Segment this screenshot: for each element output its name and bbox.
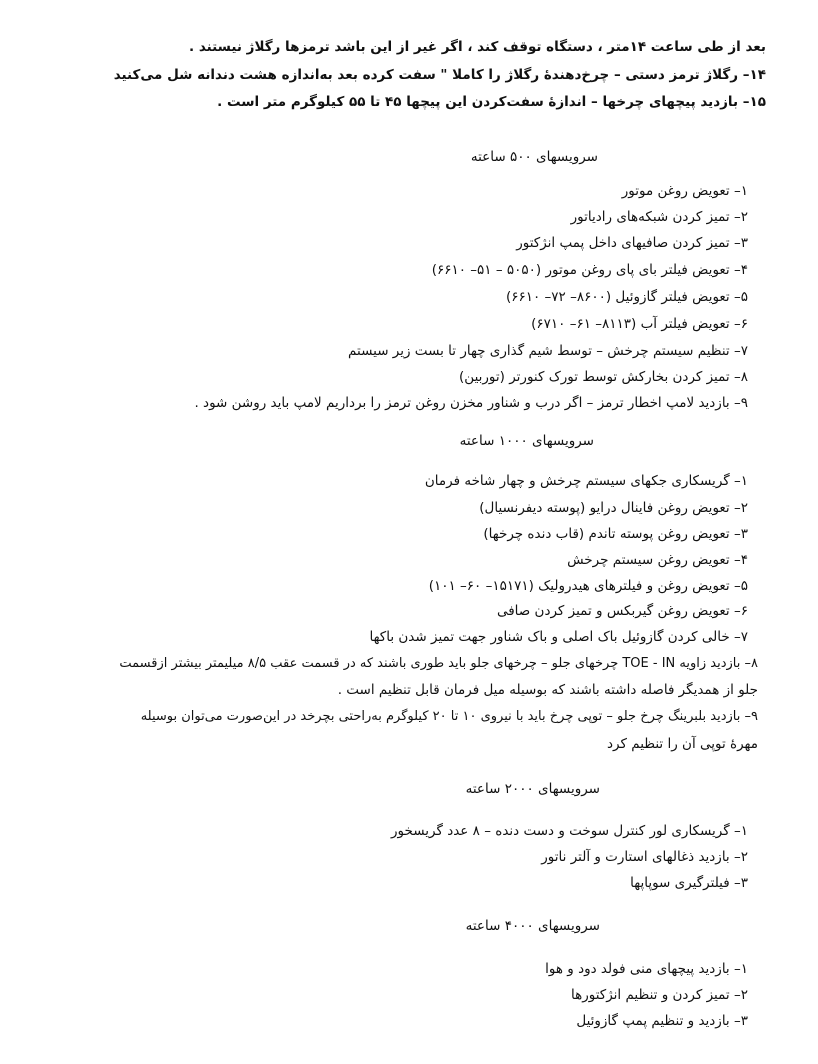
section-500-item-3: ۳– تمیز کردن صافیهای داخل پمپ انژکتور <box>516 235 748 251</box>
section-2000-item-2: ۲– بازدید ذغالهای استارت و آلتر ناتور <box>541 849 748 865</box>
section-1000-item-9: ۹– بازدید بلبرینگ چرخ جلو – توپی چرخ باید با نیروی ۱۰ تا ۲۰ کیلوگرم به‌راحتی بچرخد در این‌صورت می‌توان بوسیله <box>140 709 758 724</box>
section-4000-title: سرویسهای ۴۰۰۰ ساعته <box>465 918 600 934</box>
section-1000-item-2: ۲– تعویض روغن فاینال درایو (پوسته دیفرنسیال) <box>479 500 748 516</box>
intro-line-3: ۱۵– بازدید پیچهای چرخها – اندازه‌ٔ سفت‌کردن این پیچها ۴۵ تا ۵۵ کیلوگرم متر است . <box>217 94 766 110</box>
section-4000-item-2: ۲– تمیز کردن و تنظیم انژکتورها <box>570 987 748 1003</box>
section-1000-item-1: ۱– گریسکاری جکهای سیستم چرخش و چهار شاخه فرمان <box>424 473 748 489</box>
section-1000-item-4: ۴– تعویض روغن سیستم چرخش <box>567 552 748 568</box>
section-4000-item-3: ۳– بازدید و تنظیم پمپ گازوئیل <box>576 1013 748 1029</box>
section-1000-item-8-cont: جلو از همدیگر فاصله داشته باشند که بوسیله میل فرمان قابل تنظیم است . <box>337 682 758 698</box>
section-2000-title: سرویسهای ۲۰۰۰ ساعته <box>465 781 600 797</box>
intro-line-1: بعد از طی ساعت ۱۴متر ، دستگاه توقف کند ، اگر غیر از این باشد ترمزها رگلاژ نیستند . <box>189 39 766 55</box>
section-1000-item-8: ۸– بازدید زاویه TOE - IN چرخهای جلو – چرخهای جلو باید طوری باشند که در قسمت عقب ۸/۵ میلیمتر بیشتر ازقسمت <box>119 656 758 671</box>
section-1000-item-3: ۳– تعویض روغن پوسته تاندم (قاب دنده چرخها) <box>483 526 748 542</box>
section-500-item-9: ۹– بازدید لامپ اخطار ترمز – اگر درب و شناور مخزن روغن ترمز را برداریم لامپ باید روشن شود . <box>194 395 748 411</box>
section-1000-item-7: ۷– خالی کردن گازوئیل باک اصلی و باک شناور جهت تمیز شدن باکها <box>369 629 748 645</box>
section-500-item-6: ۶– تعویض فیلتر آب (۸۱۱۳– ۶۱– ۶۷۱۰) <box>531 316 748 332</box>
section-4000-item-1: ۱– بازدید پیچهای منی فولد دود و هوا <box>545 961 748 977</box>
section-1000-item-9-cont: مهره‌ٔ توپی آن را تنظیم کرد <box>607 736 758 752</box>
intro-line-2: ۱۴– رگلاژ ترمز دستی – چرخ‌دهنده‌ٔ رگلاژ را کاملا " سفت کرده بعد به‌اندازه هشت دندانه شل می‌کنید <box>113 67 766 83</box>
section-500-item-1: ۱– تعویض روغن موتور <box>621 183 748 199</box>
section-1000-item-6: ۶– تعویض روغن گیربکس و تمیز کردن صافی <box>496 603 748 619</box>
section-1000-title: سرویسهای ۱۰۰۰ ساعته <box>459 433 594 449</box>
section-500-item-7: ۷– تنظیم سیستم چرخش – توسط شیم گذاری چهار تا بست زیر سیستم <box>348 343 748 359</box>
section-2000-item-3: ۳– فیلترگیری سوپاپها <box>630 875 748 891</box>
section-2000-item-1: ۱– گریسکاری لور کنترل سوخت و دست دنده – ۸ عدد گریسخور <box>391 823 748 839</box>
section-1000-item-5: ۵– تعویض روغن و فیلترهای هیدرولیک (۱۵۱۷۱– ۶۰– ۱۰۱) <box>428 578 748 594</box>
section-500-title: سرویسهای ۵۰۰ ساعته <box>470 149 598 165</box>
section-500-item-2: ۲– تمیز کردن شبکه‌های رادیاتور <box>570 209 748 225</box>
section-500-item-5: ۵– تعویض فیلتر گازوئیل (۸۶۰۰– ۷۲– ۶۶۱۰) <box>505 289 748 305</box>
section-500-item-4: ۴– تعویض فیلتر بای پای روغن موتور (۵۰۵۰ – ۵۱– ۶۶۱۰) <box>431 262 748 278</box>
section-500-item-8: ۸– تمیز کردن بخارکش توسط تورک کنورتر (توربین) <box>459 369 748 385</box>
